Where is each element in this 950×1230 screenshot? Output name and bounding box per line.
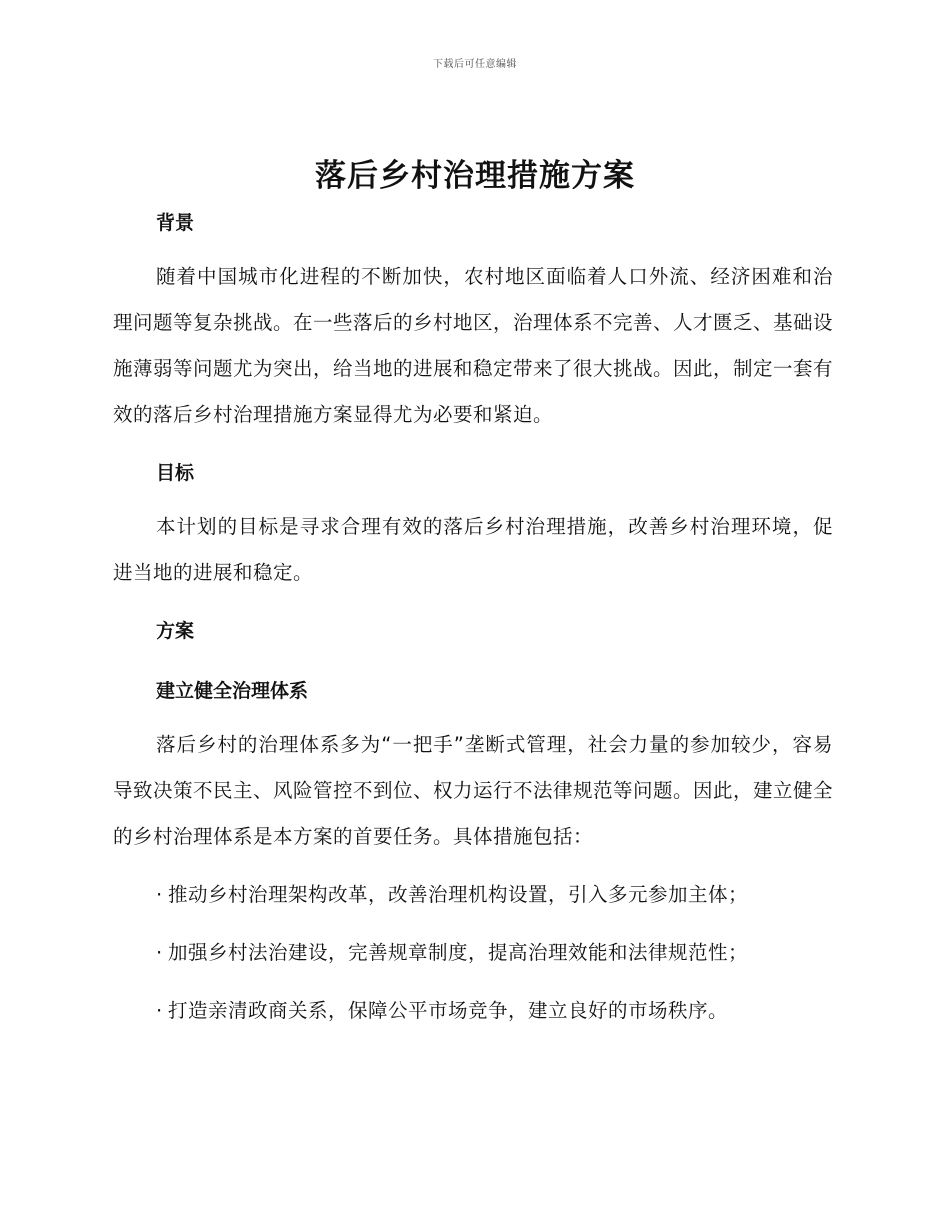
bullet-item — [113, 930, 833, 976]
document-title: 落后乡村治理措施方案 — [315, 158, 635, 194]
section-heading-plan: 方案 — [156, 620, 195, 642]
bullet-mark: · — [156, 941, 163, 964]
page-header-note: 下载后可任意编辑 — [433, 59, 517, 70]
bullet-text: 打造亲清政商关系，保障公平市场竞争，建立良好的市场秩序。 — [168, 999, 729, 1022]
section-heading-goal: 目标 — [156, 462, 195, 484]
bullet-item — [113, 872, 833, 918]
bullet-item — [113, 988, 833, 1034]
goal-paragraph: 本计划的目标是寻求合理有效的落后乡村治理措施，改善乡村治理环境，促进当地的进展和稳定。 — [113, 515, 833, 584]
plan-paragraph: 落后乡村的治理体系多为“一把手”垄断式管理，社会力量的参加较少，容易导致决策不民主、风险管控不到位、权力运行不法律规范等问题。因此，建立健全的乡村治理体系是本方案的首要任务。具体措施包括： — [113, 733, 834, 848]
bullet-text: 加强乡村法治建设，完善规章制度，提高治理效能和法律规范性； — [168, 941, 749, 964]
document-body — [113, 204, 833, 1034]
bullet-text: 推动乡村治理架构改革，改善治理机构设置，引入多元参加主体； — [168, 883, 749, 906]
subsection-heading-governance-system: 建立健全治理体系 — [156, 680, 309, 702]
bullet-mark: · — [156, 883, 163, 906]
background-paragraph: 随着中国城市化进程的不断加快，农村地区面临着人口外流、经济困难和治理问题等复杂挑战。在一些落后的乡村地区，治理体系不完善、人才匮乏、基础设施薄弱等问题尤为突出，给当地的进展和稳定带来了很大挑战。因此，制定一套有效的落后乡村治理措施方案显得尤为必要和紧迫。 — [113, 265, 834, 426]
bullet-mark: · — [156, 999, 163, 1022]
section-heading-background: 背景 — [156, 212, 195, 234]
